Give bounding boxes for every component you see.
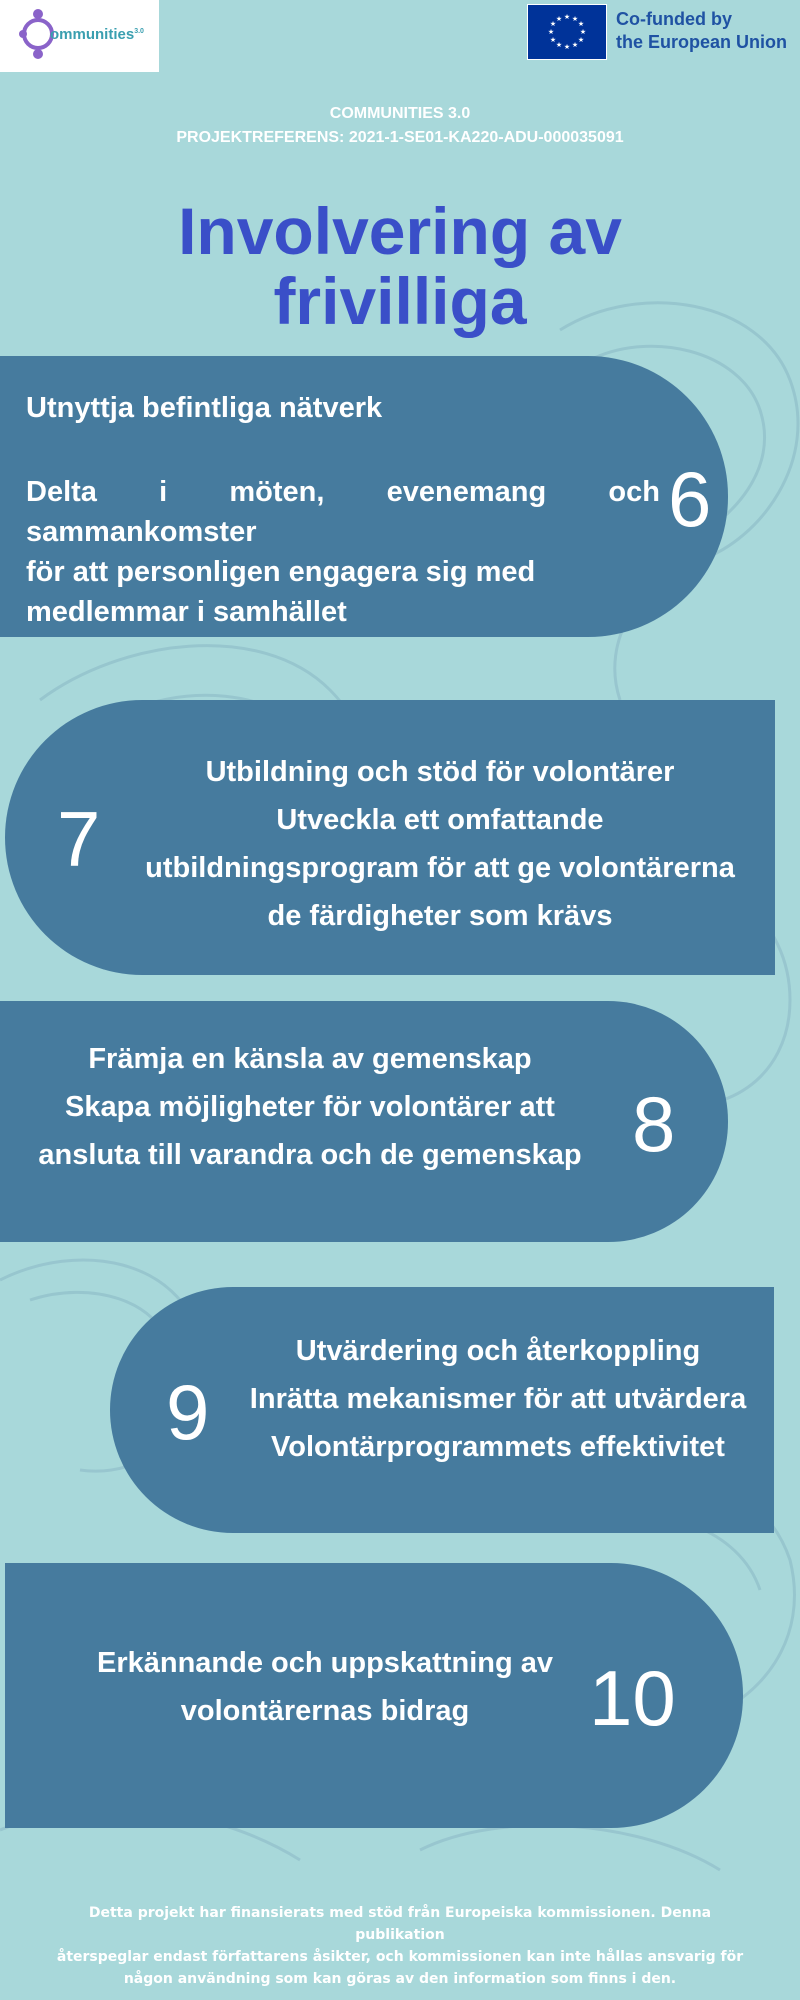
step-card-8 <box>0 1001 728 1242</box>
svg-text:★: ★ <box>571 41 579 49</box>
svg-text:★: ★ <box>555 15 563 23</box>
svg-text:★: ★ <box>555 41 563 49</box>
project-reference: PROJEKTREFERENS: 2021-1-SE01-KA220-ADU-000035091 <box>176 129 624 146</box>
svg-text:★: ★ <box>571 15 579 23</box>
step-heading: Utnyttja befintliga nätverk <box>26 392 383 424</box>
step-description: Främja en känsla av gemenskap Skapa möjligheter för volontärer att ansluta till varandra och de gemenskap <box>38 1043 582 1171</box>
eu-flag-icon <box>527 4 607 60</box>
eu-stars <box>528 5 606 59</box>
eu-cofunded-label: Co-funded by the European Union <box>616 9 787 52</box>
step-description: Utbildning och stöd för volontärer Utveckla ett omfattande utbildningsprogram för att ge volontärerna de färdigheter som krävs <box>145 756 735 932</box>
svg-text:★: ★ <box>577 20 585 28</box>
project-header <box>0 102 800 150</box>
svg-text:★: ★ <box>563 13 571 21</box>
step-number: 8 <box>632 1080 676 1168</box>
svg-text:★: ★ <box>579 28 587 36</box>
svg-text:★: ★ <box>577 36 585 44</box>
communities-logo <box>0 0 159 72</box>
svg-text:★: ★ <box>547 28 555 36</box>
svg-text:★: ★ <box>563 43 571 51</box>
step-description: Delta i möten, evenemang och sammankomster för att personligen engagera sig med medlemmar i samhället <box>26 476 660 628</box>
svg-text:★: ★ <box>549 20 557 28</box>
step-number: 6 <box>668 455 712 543</box>
step-description: Erkännande och uppskattning av volontärernas bidrag <box>96 1647 554 1727</box>
logo-wordmark: ommunities$^{3.0}$ <box>50 26 144 43</box>
step-card-9 <box>110 1287 774 1533</box>
funding-disclaimer: Detta projekt har finansierats med stöd från Europeiska kommissionen. Denna publikation återspeglar endast författarens åsikter, och kommissionen kan inte hållas ansvarig för någon användning som kan göras av den information som finns i den. <box>56 1905 744 1987</box>
step-number: 10 <box>589 1654 676 1742</box>
step-card-7 <box>5 700 775 975</box>
svg-text:★: ★ <box>549 36 557 44</box>
step-number: 7 <box>57 795 101 883</box>
page-title: Involvering av frivilliga <box>178 194 622 338</box>
step-card-10 <box>5 1563 743 1828</box>
step-description: Utvärdering och återkoppling Inrätta mekanismer för att utvärdera Volontärprogrammets effektivitet <box>249 1335 747 1463</box>
project-name: COMMUNITIES 3.0 <box>329 105 471 122</box>
step-number: 9 <box>166 1368 210 1456</box>
step-card-6 <box>0 356 728 637</box>
